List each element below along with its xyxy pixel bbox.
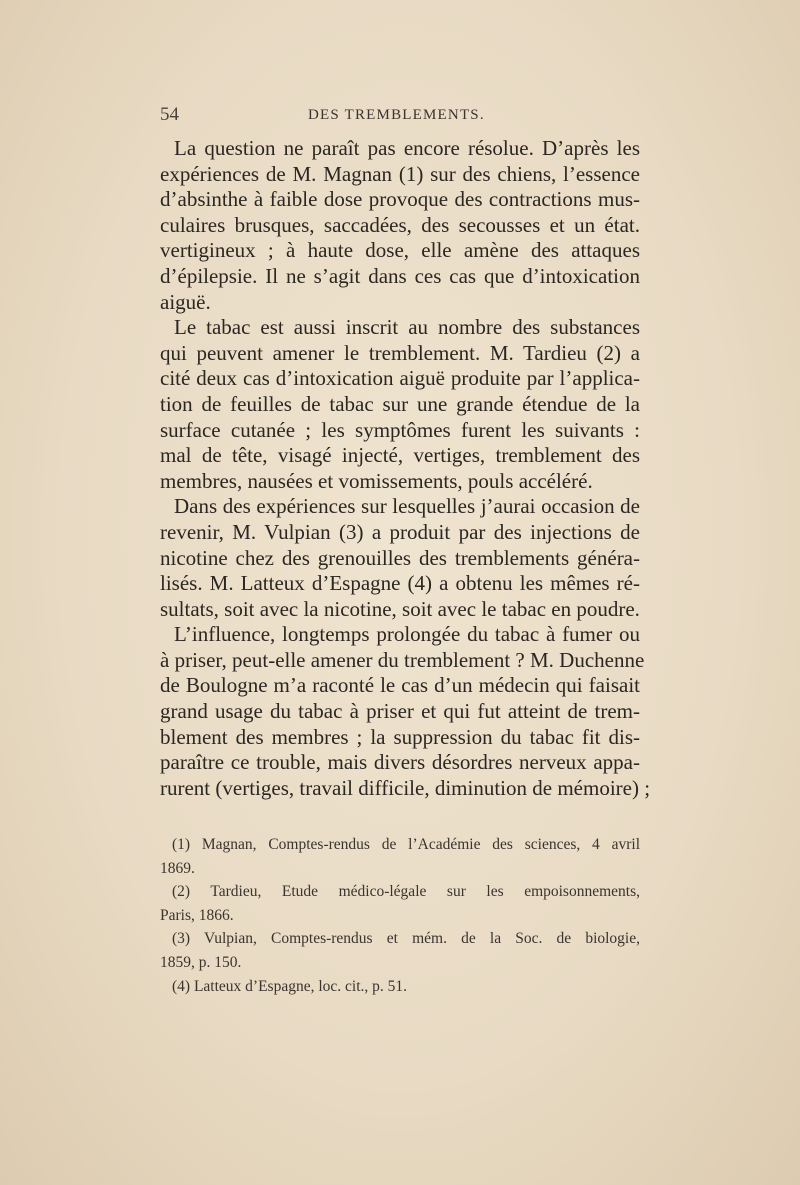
text-line: nicotine chez des grenouilles des tremblements généra- (160, 545, 640, 570)
text-line: de Boulogne m’a raconté le cas d’un médecin qui faisait (160, 673, 640, 698)
footnote-line: (3) Vulpian, Comptes-rendus et mém. de la Soc. de biologie, (172, 930, 640, 948)
text-line: cité deux cas d’intoxication aiguë produite par l’applica- (160, 366, 640, 391)
text-line: tion de feuilles de tabac sur une grande étendue de la (160, 391, 640, 416)
text-line: La question ne paraît pas encore résolue. D’après les (174, 136, 640, 160)
footnote (160, 927, 640, 974)
footnote (160, 975, 640, 999)
text-line: aiguë. (160, 289, 211, 314)
paragraph (160, 494, 640, 622)
text-line: grand usage du tabac à priser et qui fut atteint de trem- (160, 699, 640, 724)
text-line: culaires brusques, saccadées, des secousses et un état. (160, 212, 640, 237)
paragraph (160, 315, 640, 494)
text-line: expériences de M. Magnan (1) sur des chiens, l’essence (160, 161, 640, 186)
text-line: à priser, peut-elle amener du tremblement ? M. Duchenne (160, 647, 645, 672)
paragraph (160, 622, 651, 801)
text-line: blement des membres ; la suppression du tabac fit dis- (160, 724, 640, 749)
footnote-line: Paris, 1866. (160, 906, 234, 924)
footnotes (160, 833, 640, 998)
text-line: Le tabac est aussi inscrit au nombre des substances (174, 315, 640, 340)
text-line: rurent (vertiges, travail difficile, diminution de mémoire) ; (160, 775, 651, 800)
text-line: lisés. M. Latteux d’Espagne (4) a obtenu les mêmes ré- (160, 571, 640, 596)
text-line: revenir, M. Vulpian (3) a produit par des injections de (160, 519, 640, 544)
text-line: d’absinthe à faible dose provoque des contractions mus- (160, 187, 640, 212)
footnote (160, 880, 640, 927)
footnote (160, 833, 640, 880)
text-line: sultats, soit avec la nicotine, soit avec le tabac en poudre. (160, 596, 640, 621)
text-line: paraître ce trouble, mais divers désordres nerveux appa- (160, 750, 640, 775)
text-line: surface cutanée ; les symptômes furent les suivants : (160, 417, 640, 442)
paragraph (160, 136, 640, 315)
page-header (160, 104, 640, 130)
page-number: 54 (160, 104, 179, 125)
text-line: mal de tête, visagé injecté, vertiges, tremblement des (160, 443, 640, 468)
text-line: L’influence, longtemps prolongée du tabac à fumer ou (174, 622, 640, 647)
text-line: d’épilepsie. Il ne s’agit dans ces cas que d’intoxication (160, 263, 640, 288)
text-line: membres, nausées et vomissements, pouls accéléré. (160, 468, 593, 493)
body-text (160, 136, 651, 801)
running-head: DES TREMBLEMENTS. (308, 107, 485, 123)
footnote-line: (4) Latteux d’Espagne, loc. cit., p. 51. (172, 977, 408, 995)
text-line: Dans des expériences sur lesquelles j’aurai occasion de (174, 494, 640, 519)
footnote-line: 1869. (160, 859, 195, 877)
footnote-line: (2) Tardieu, Etude médico-légale sur les empoisonnements, (172, 883, 640, 901)
text-line: qui peuvent amener le tremblement. M. Tardieu (2) a (160, 340, 640, 365)
footnote-line: 1859, p. 150. (160, 953, 242, 971)
text-line: vertigineux ; à haute dose, elle amène des attaques (160, 238, 640, 263)
footnote-line: (1) Magnan, Comptes-rendus de l’Académie des sciences, 4 avril (172, 836, 640, 853)
